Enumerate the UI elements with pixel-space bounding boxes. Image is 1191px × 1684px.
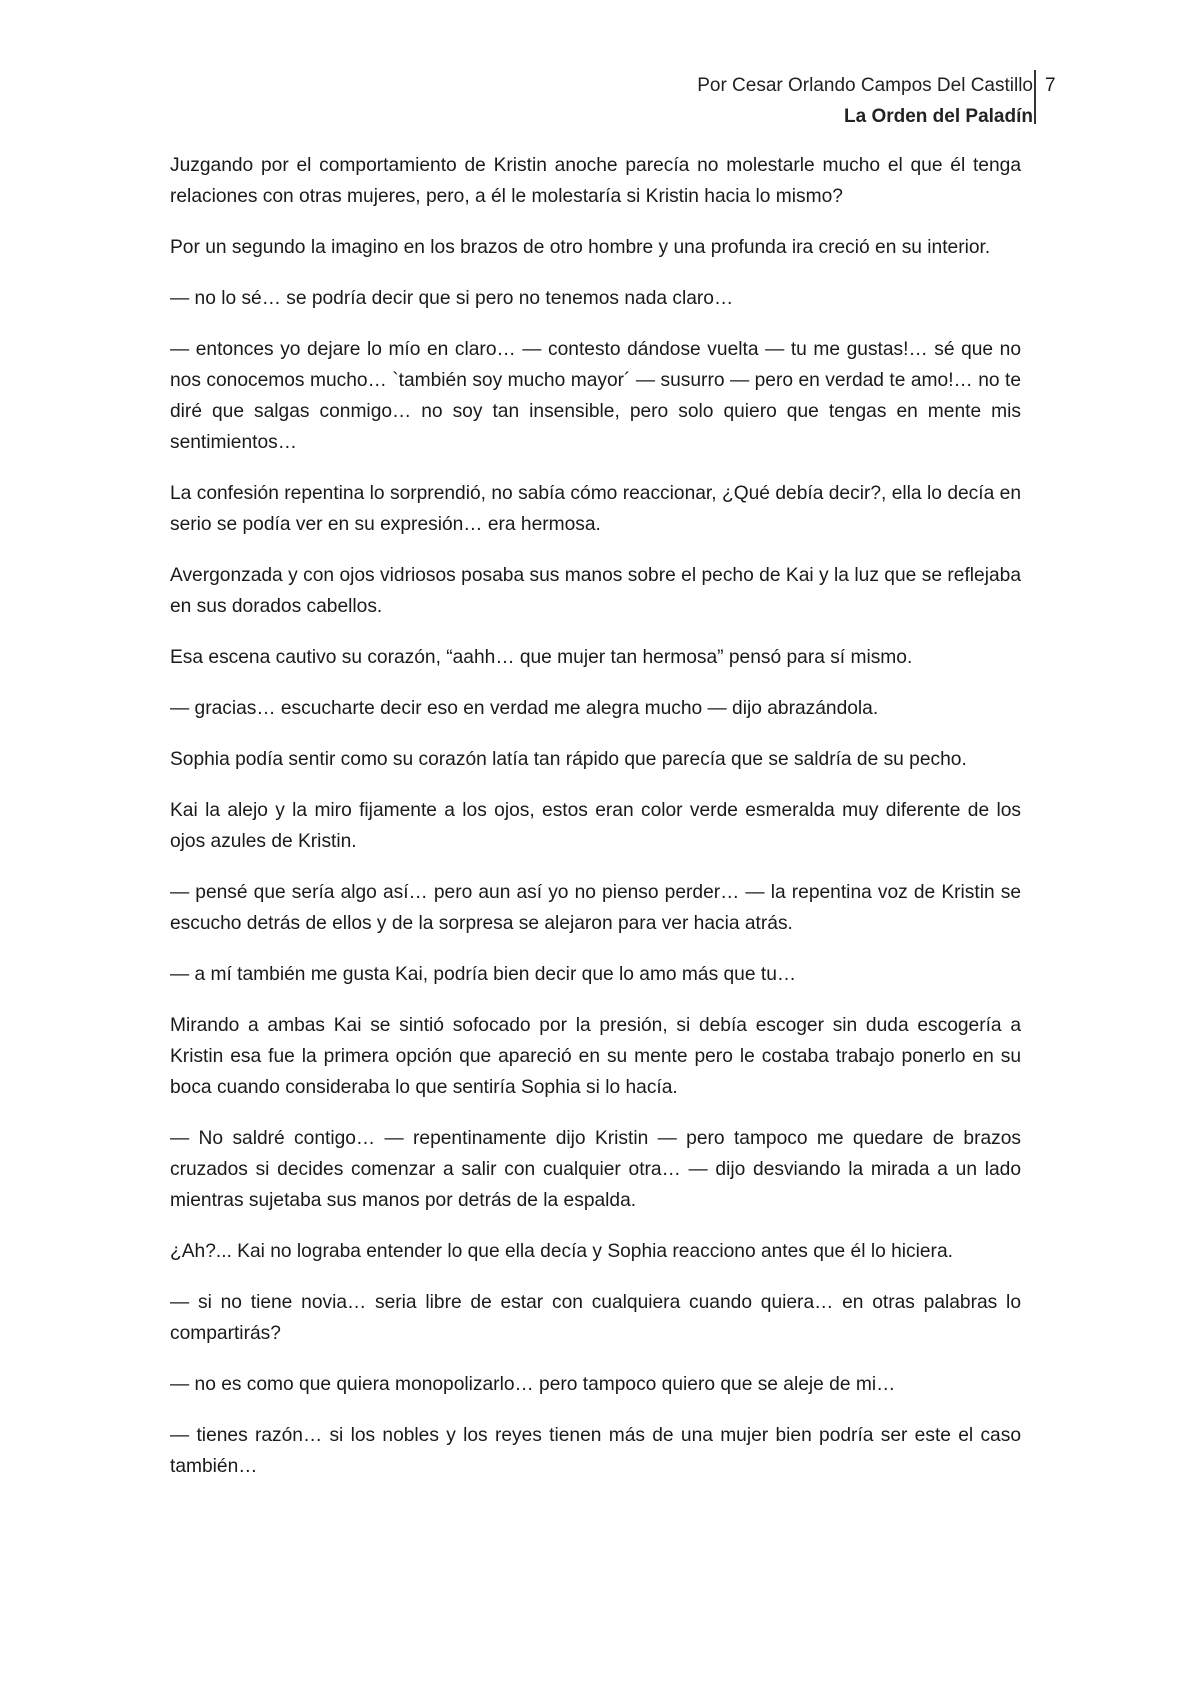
paragraph: Avergonzada y con ojos vidriosos posaba sus manos sobre el pecho de Kai y la luz que se reflejaba en sus dorados cabellos. — [170, 565, 1021, 617]
header-author: Por Cesar Orlando Campos Del Castillo — [697, 75, 1033, 96]
paragraph: ¿Ah?... Kai no lograba entender lo que ella decía y Sophia reacciono antes que él lo hiciera. — [170, 1241, 953, 1262]
paragraph: Juzgando por el comportamiento de Kristin anoche parecía no molestarle mucho el que él tenga relaciones con otras mujeres, pero, a él le molestaría si Kristin hacia lo mismo? — [170, 155, 1021, 207]
paragraph: Esa escena cautivo su corazón, “aahh… que mujer tan hermosa” pensó para sí mismo. — [170, 647, 913, 668]
paragraph: — No saldré contigo… — repentinamente dijo Kristin — pero tampoco me quedare de brazos cruzados si decides comenzar a salir con cualquier otra… — dijo desviando la mirada a un lado mientras sujetaba sus manos por detrás de la espalda. — [170, 1128, 1021, 1211]
paragraph: — no es como que quiera monopolizarlo… pero tampoco quiero que se aleje de mi… — [170, 1374, 896, 1395]
paragraph: — pensé que sería algo así… pero aun así yo no pienso perder… — la repentina voz de Kristin se escucho detrás de ellos y de la sorpresa se alejaron para ver hacia atrás. — [170, 882, 1021, 934]
header-divider — [1034, 70, 1036, 124]
header-title: La Orden del Paladín — [844, 106, 1033, 127]
paragraph: — si no tiene novia… seria libre de estar con cualquiera cuando quiera… en otras palabras lo compartirás? — [170, 1292, 1021, 1344]
paragraph: — gracias… escucharte decir eso en verdad me alegra mucho — dijo abrazándola. — [170, 698, 879, 719]
paragraph: — entonces yo dejare lo mío en claro… — contesto dándose vuelta — tu me gustas!… sé que no nos conocemos mucho… `también soy mucho mayor´ — susurro — pero en verdad te amo!… no te diré que salgas conmigo… no soy tan insensible, pero solo quiero que tengas en mente mis sentimientos… — [170, 339, 1021, 453]
paragraph: — tienes razón… si los nobles y los reyes tienen más de una mujer bien podría ser este el caso también… — [170, 1425, 1021, 1477]
page-body — [170, 150, 1021, 1502]
paragraph: Por un segundo la imagino en los brazos de otro hombre y una profunda ira creció en su interior. — [170, 237, 991, 258]
paragraph: Sophia podía sentir como su corazón latía tan rápido que parecía que se saldría de su pecho. — [170, 749, 967, 770]
paragraph: Mirando a ambas Kai se sintió sofocado por la presión, si debía escoger sin duda escogería a Kristin esa fue la primera opción que apareció en su mente pero le costaba trabajo ponerlo en su boca cuando consideraba lo que sentiría Sophia si lo hacía. — [170, 1015, 1021, 1098]
paragraph: — no lo sé… se podría decir que si pero no tenemos nada claro… — [170, 288, 734, 309]
paragraph: — a mí también me gusta Kai, podría bien decir que lo amo más que tu… — [170, 964, 797, 985]
paragraph: La confesión repentina lo sorprendió, no sabía cómo reaccionar, ¿Qué debía decir?, ella lo decía en serio se podía ver en su expresión… era hermosa. — [170, 483, 1021, 535]
paragraph: Kai la alejo y la miro fijamente a los ojos, estos eran color verde esmeralda muy diferente de los ojos azules de Kristin. — [170, 800, 1021, 852]
running-header — [697, 70, 1033, 132]
page-number: 7 — [1045, 75, 1056, 96]
